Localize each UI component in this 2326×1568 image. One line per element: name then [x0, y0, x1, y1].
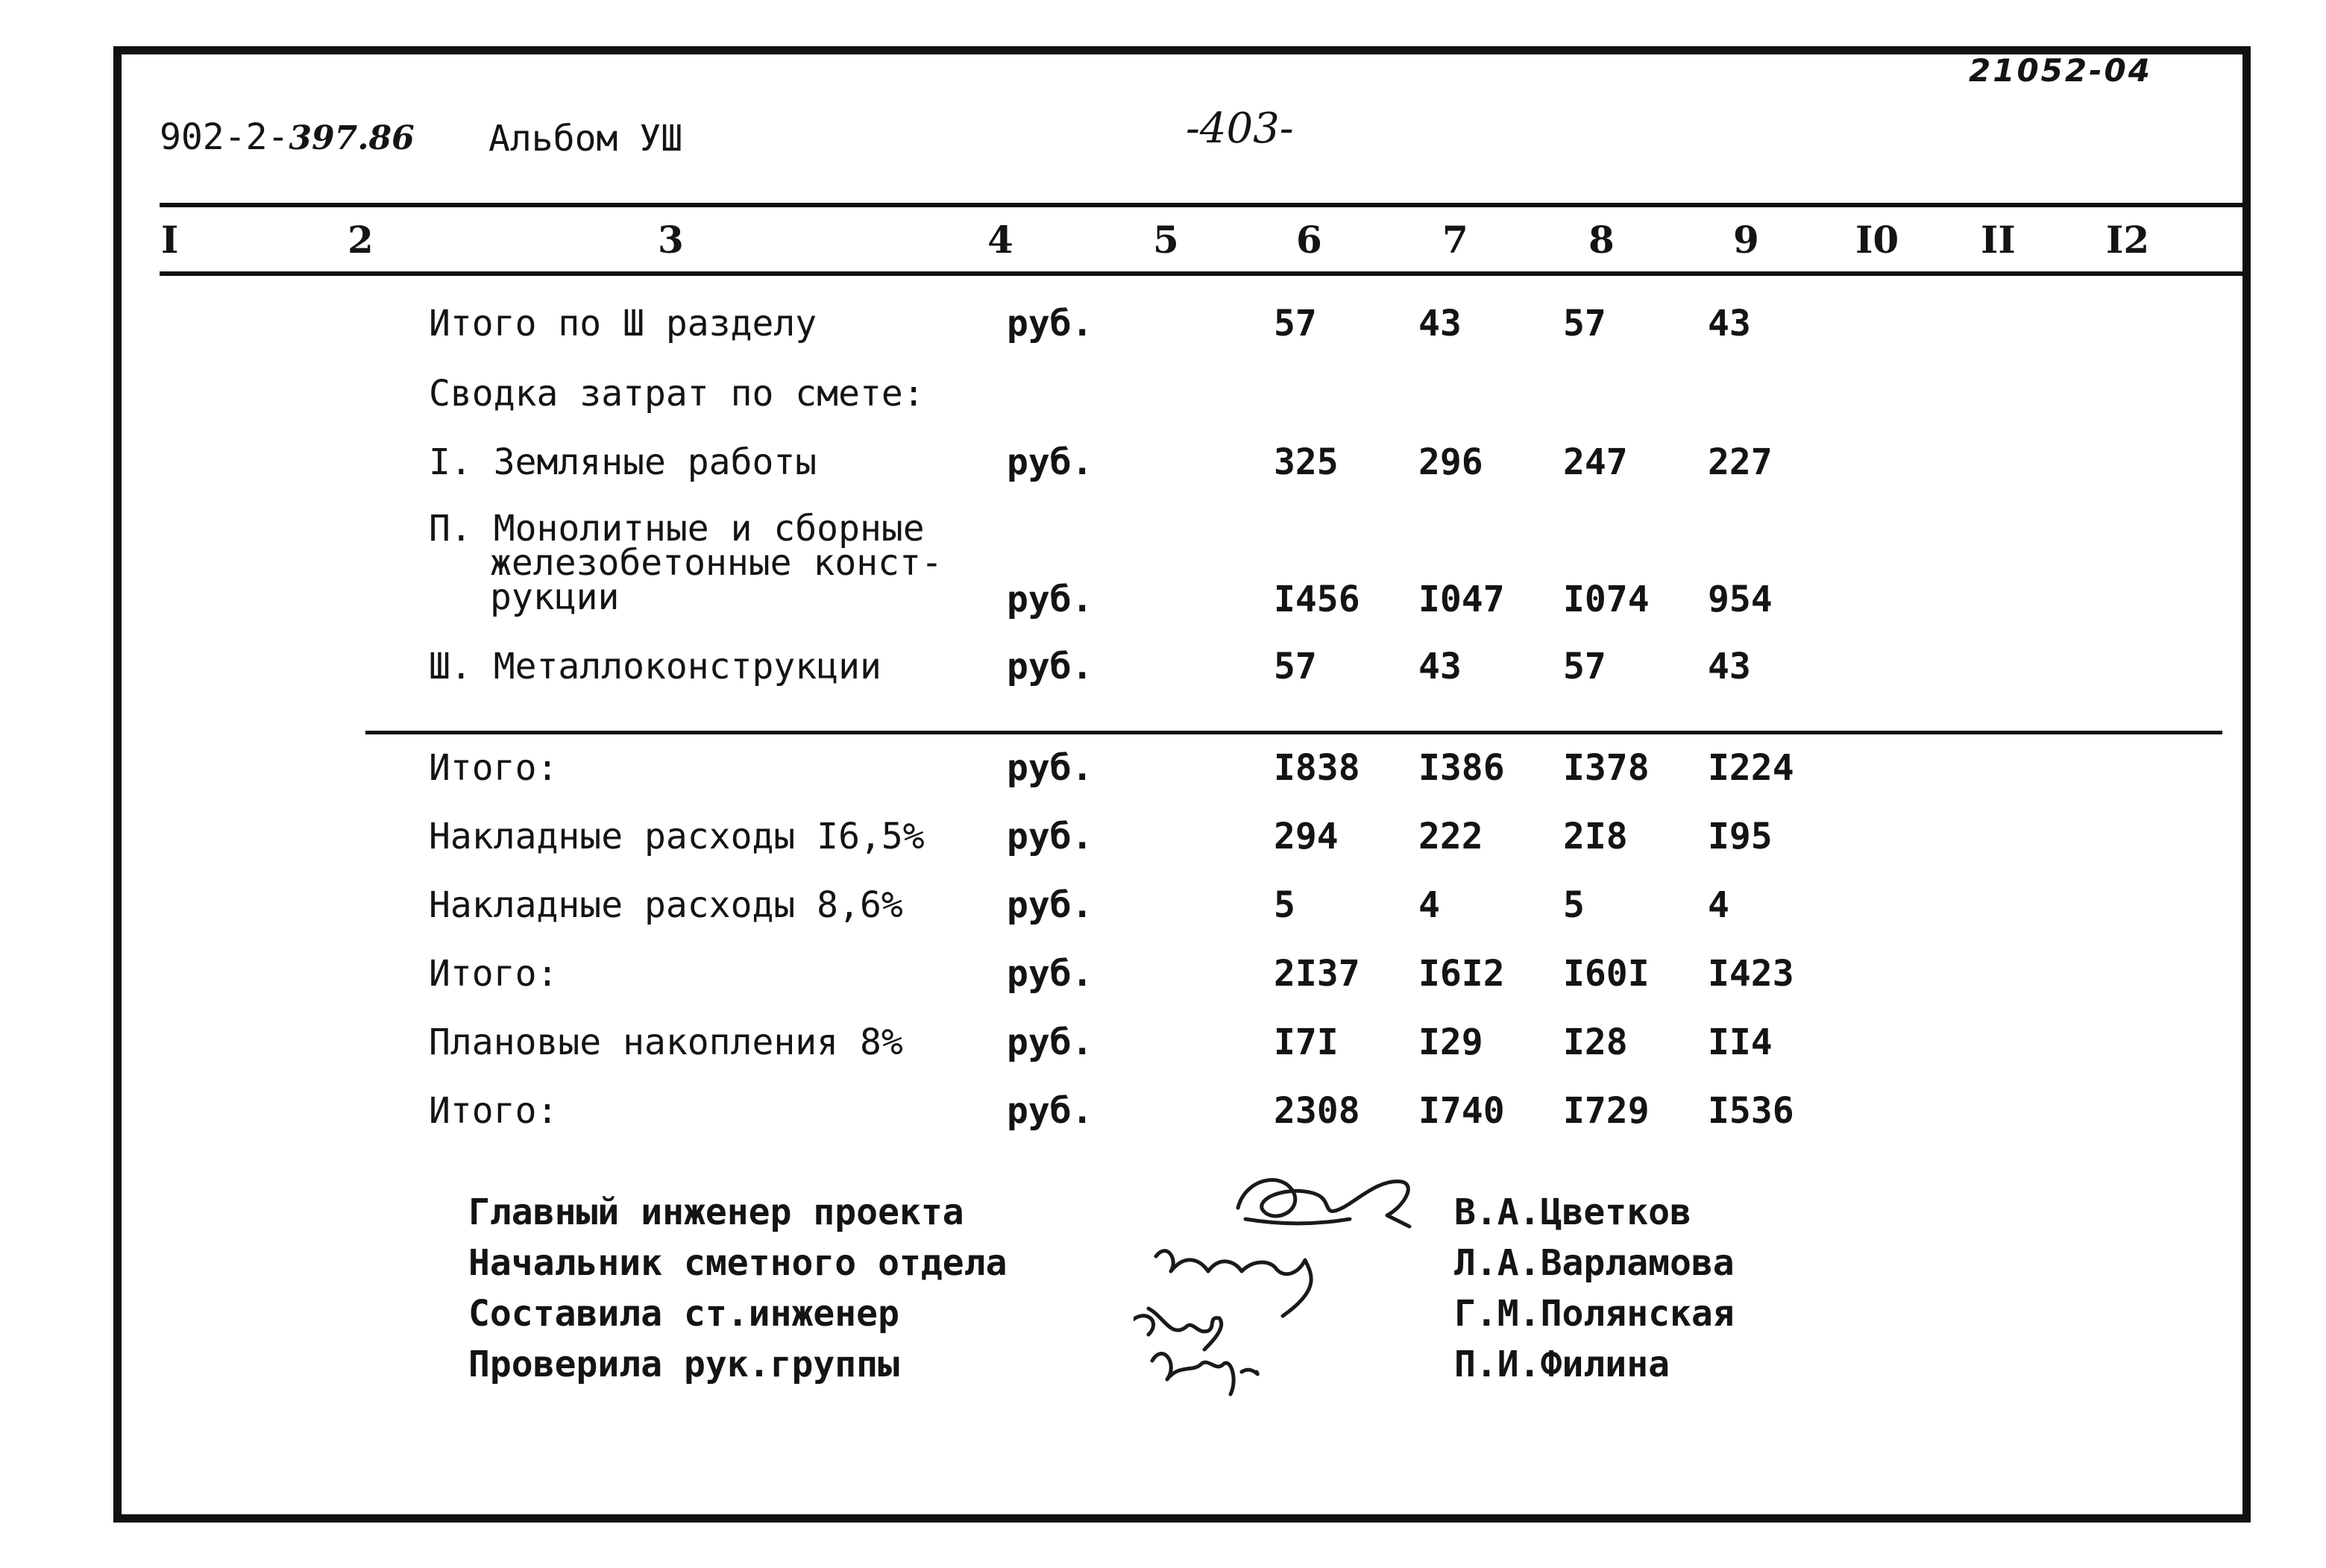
cell-col7: I29: [1418, 1021, 1483, 1063]
cell-col9: I423: [1708, 953, 1794, 995]
cell-col7: 43: [1418, 303, 1462, 344]
cell-col9: 227: [1708, 441, 1773, 483]
row-label: Накладные расходы I6,5%: [429, 816, 925, 857]
table-row: [0, 373, 2326, 418]
cell-col6: 57: [1274, 303, 1317, 344]
row-unit: руб.: [1007, 953, 1093, 995]
row-label: Ш. Металлоконструкции: [429, 646, 881, 687]
cell-col7: 4: [1418, 884, 1440, 926]
row-label-line: рукции: [490, 576, 620, 618]
cell-col9: 4: [1708, 884, 1729, 926]
header-top-rule: [160, 203, 2249, 207]
signature-stroke: [1245, 1219, 1350, 1224]
row-unit: руб.: [1007, 1090, 1093, 1132]
cell-col6: 57: [1274, 646, 1317, 687]
signature-stroke: [1134, 1309, 1222, 1350]
column-number: 2: [348, 218, 374, 262]
cell-col6: 5: [1274, 884, 1295, 926]
cell-col7: I047: [1418, 579, 1505, 620]
row-label-line: железобетонные конст-: [490, 542, 943, 584]
table-row: [0, 1090, 2326, 1135]
cell-col7: 43: [1418, 646, 1462, 687]
cell-col8: 57: [1563, 303, 1606, 344]
row-label: Плановые накопления 8%: [429, 1021, 903, 1063]
row-unit: руб.: [1007, 441, 1093, 483]
album-label: Альбом УШ: [488, 118, 683, 160]
column-number: 3: [658, 218, 684, 262]
cell-col8: I074: [1563, 579, 1650, 620]
subtotal-rule: [365, 731, 2222, 734]
table-row: [0, 441, 2326, 486]
column-number: 4: [987, 218, 1013, 262]
row-unit: руб.: [1007, 816, 1093, 857]
cell-col9: I536: [1708, 1090, 1794, 1132]
column-number: 5: [1153, 218, 1179, 262]
table-row: [0, 646, 2326, 690]
signature-name: П.И.Филина: [1454, 1344, 1670, 1385]
signature-role: Составила ст.инженер: [468, 1293, 899, 1335]
column-number: II: [1981, 218, 2016, 262]
row-label: Сводка затрат по смете:: [429, 373, 925, 415]
column-number: I0: [1855, 218, 1899, 262]
row-label: I. Земляные работы: [429, 441, 817, 483]
column-number: 8: [1588, 218, 1615, 262]
row-label: Итого:: [429, 953, 559, 995]
row-unit: руб.: [1007, 646, 1093, 687]
column-number: 6: [1296, 218, 1322, 262]
cell-col8: 2I8: [1563, 816, 1628, 857]
cell-col6: 294: [1274, 816, 1339, 857]
row-unit: руб.: [1007, 1021, 1093, 1063]
row-label: Итого по Ш разделу: [429, 303, 817, 344]
row-unit: руб.: [1007, 579, 1093, 620]
cell-col7: I6I2: [1418, 953, 1505, 995]
table-row: [0, 816, 2326, 860]
signature-stroke: [1152, 1353, 1257, 1394]
signature-stroke: [1156, 1251, 1311, 1316]
cell-col9: I224: [1708, 747, 1794, 789]
cell-col8: I729: [1563, 1090, 1650, 1132]
page-number: -403-: [1186, 104, 1294, 153]
signature-role: Проверила рук.группы: [468, 1344, 899, 1385]
cell-col6: 325: [1274, 441, 1339, 483]
project-code: [160, 116, 415, 158]
row-unit: руб.: [1007, 747, 1093, 789]
header-bottom-rule: [160, 271, 2249, 276]
cell-col9: 43: [1708, 646, 1751, 687]
document-number: 21052-04: [1969, 52, 2152, 89]
cell-col8: I378: [1563, 747, 1650, 789]
cell-col8: 57: [1563, 646, 1606, 687]
cell-col8: 247: [1563, 441, 1628, 483]
signature-role: Начальник сметного отдела: [468, 1242, 1008, 1284]
project-code-handwritten: 397.86: [289, 119, 415, 157]
project-code-prefix: 902-2-: [160, 116, 289, 158]
row-unit: руб.: [1007, 884, 1093, 926]
column-number: I: [161, 218, 179, 262]
row-label: Итого:: [429, 747, 559, 789]
column-number: 9: [1733, 218, 1759, 262]
signature-name: Л.А.Варламова: [1454, 1242, 1735, 1284]
row-unit: руб.: [1007, 303, 1093, 344]
cell-col7: 222: [1418, 816, 1483, 857]
cell-col7: I740: [1418, 1090, 1505, 1132]
table-row: [0, 303, 2326, 347]
cell-col9: 954: [1708, 579, 1773, 620]
handwritten-signatures: [1134, 1148, 1447, 1402]
cell-col6: I838: [1274, 747, 1360, 789]
table-row: [0, 884, 2326, 929]
row-label: Накладные расходы 8,6%: [429, 884, 903, 926]
cell-col7: I386: [1418, 747, 1505, 789]
row-label: Итого:: [429, 1090, 559, 1132]
signature-role: Главный инженер проекта: [468, 1191, 964, 1233]
cell-col6: I456: [1274, 579, 1360, 620]
table-row: [0, 576, 2326, 623]
table-row: [0, 953, 2326, 998]
cell-col6: 2308: [1274, 1090, 1360, 1132]
column-number: 7: [1442, 218, 1468, 262]
cell-col8: I60I: [1563, 953, 1650, 995]
cell-col8: 5: [1563, 884, 1585, 926]
cell-col6: I7I: [1274, 1021, 1339, 1063]
cell-col9: II4: [1708, 1021, 1773, 1063]
cell-col9: 43: [1708, 303, 1751, 344]
column-number: I2: [2106, 218, 2150, 262]
table-row: [0, 1021, 2326, 1066]
row-label-line: П. Монолитные и сборные: [429, 508, 925, 550]
signature-name: В.А.Цветков: [1454, 1191, 1691, 1233]
table-row: [0, 747, 2326, 792]
cell-col8: I28: [1563, 1021, 1628, 1063]
signature-name: Г.М.Полянская: [1454, 1293, 1735, 1335]
cell-col9: I95: [1708, 816, 1773, 857]
cell-col7: 296: [1418, 441, 1483, 483]
signature-stroke: [1238, 1180, 1409, 1227]
cell-col6: 2I37: [1274, 953, 1360, 995]
